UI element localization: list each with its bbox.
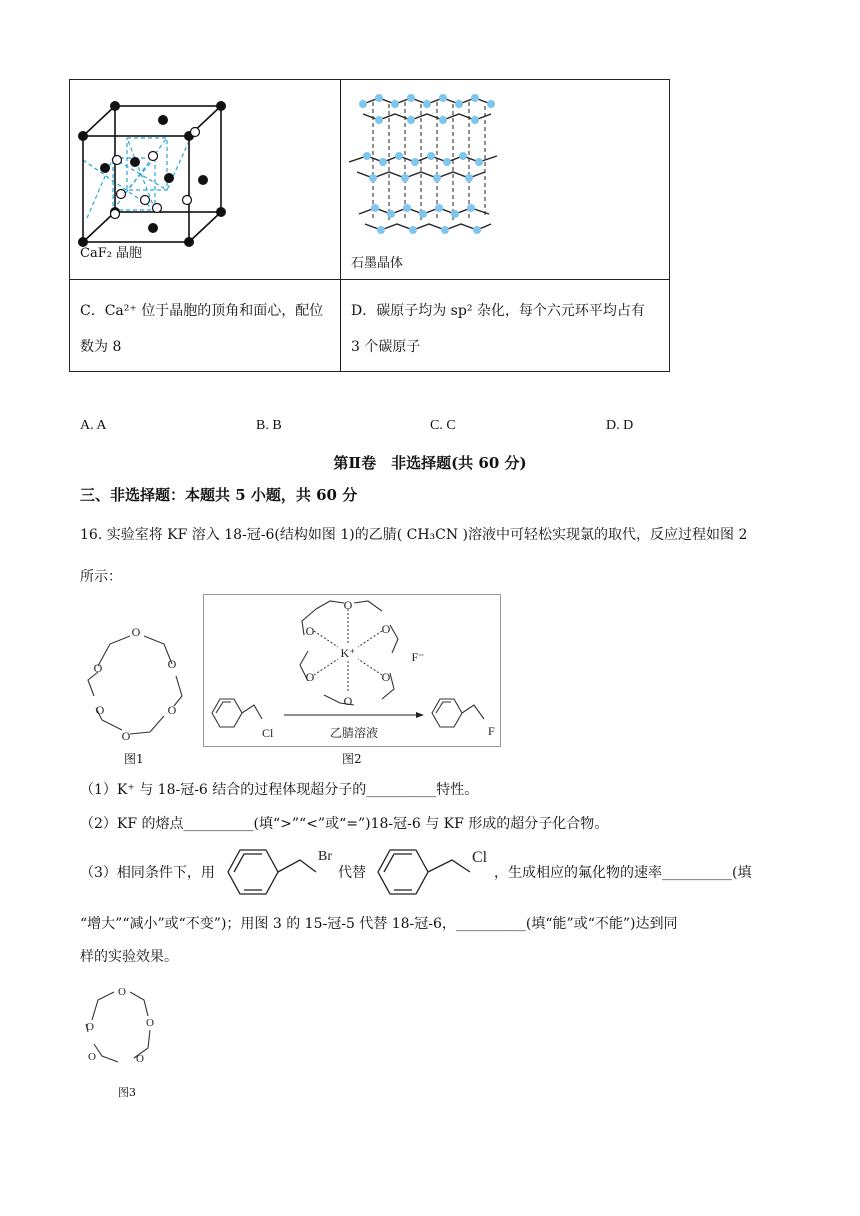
- o-atom: O: [305, 670, 315, 684]
- reaction-scheme: [204, 595, 500, 746]
- o-atom: O: [343, 694, 353, 708]
- q16-sub3-line3: 样的实验效果。: [80, 949, 178, 965]
- choice-b[interactable]: B. B: [256, 418, 282, 433]
- q16-sub1: （1）K⁺ 与 18-冠-6 结合的过程体现超分子的__________特性。: [80, 782, 479, 798]
- o-atom: O: [146, 1017, 154, 1029]
- o-atom: O: [381, 670, 391, 684]
- fig1-caption: 图1: [124, 752, 144, 766]
- o-atom: O: [136, 1053, 144, 1065]
- o-atom: O: [131, 625, 141, 639]
- q16-sub3-a: （3）相同条件下，用: [80, 865, 215, 881]
- benzyl-chloride-structure: [372, 836, 502, 900]
- section-2-title: 第Ⅱ卷 非选择题(共 60 分): [333, 454, 527, 472]
- o-atom: O: [86, 1021, 94, 1033]
- f-atom: F: [488, 724, 495, 738]
- o-atom: O: [381, 622, 391, 636]
- o-atom: O: [305, 624, 315, 638]
- options-table: [69, 79, 670, 372]
- cl-atom: Cl: [262, 726, 274, 740]
- fig3-caption: 图3: [118, 1086, 136, 1099]
- reaction-condition: 乙腈溶液: [329, 726, 379, 740]
- o-atom: O: [93, 661, 103, 675]
- o-atom: O: [118, 986, 126, 998]
- q16-sub2: （2）KF 的熔点__________(填“>”“<”或“=”)18-冠-6 与 KF 形成的超分子化合物。: [80, 816, 609, 832]
- br-atom: Br: [318, 849, 332, 864]
- f-ion: F⁻: [411, 650, 425, 664]
- o-atom: O: [121, 729, 131, 743]
- choice-a[interactable]: A. A: [80, 418, 107, 433]
- q16-line1: 16. 实验室将 KF 溶入 18-冠-6(结构如图 1)的乙腈( CH₃CN )溶液中可轻松实现氯的取代，反应过程如图 2: [80, 527, 748, 543]
- o-atom: O: [95, 703, 105, 717]
- choice-c[interactable]: C. C: [430, 418, 456, 433]
- option-c-line1: C．Ca²⁺ 位于晶胞的顶角和面心，配位: [80, 303, 324, 319]
- o-atom: O: [88, 1051, 96, 1063]
- cell-graphite: [341, 80, 670, 280]
- caf2-label: CaF₂ 晶胞: [80, 246, 143, 261]
- option-c-cell: [70, 280, 341, 372]
- o-atom: O: [167, 703, 177, 717]
- option-d-line2: 3 个碳原子: [351, 339, 421, 355]
- cl-atom: Cl: [472, 849, 488, 866]
- k-ion: K⁺: [340, 646, 356, 660]
- o-atom: O: [167, 657, 177, 671]
- crown-18-6-figure: [72, 616, 202, 746]
- q16-sub3-line2: “增大”“减小”或“不变”)；用图 3 的 15-冠-5 代替 18-冠-6，__________(填“能”或“不能”)达到同: [80, 916, 678, 932]
- option-c-line2: 数为 8: [80, 339, 122, 355]
- q16-sub3-c: ，生成相应的氟化物的速率__________(填: [494, 865, 752, 881]
- reaction-figure-box: [203, 594, 501, 747]
- fig2-caption: 图2: [342, 752, 362, 766]
- caf2-unit-cell-figure: [75, 98, 235, 258]
- option-d-cell: [341, 280, 670, 372]
- cell-caf2: [70, 80, 341, 280]
- benzyl-bromide-structure: [222, 838, 342, 900]
- q16-sub3-b: 代替: [338, 865, 366, 881]
- graphite-crystal-figure: [349, 90, 509, 240]
- o-atom: O: [343, 598, 353, 612]
- section-3-title: 三、非选择题：本题共 5 小题，共 60 分: [80, 486, 358, 504]
- graphite-label: 石墨晶体: [351, 256, 404, 271]
- crown-15-5-figure: [76, 982, 168, 1074]
- q16-line2: 所示：: [80, 569, 122, 585]
- choice-d[interactable]: D. D: [606, 418, 634, 433]
- option-d-line1: D．碳原子均为 sp² 杂化，每个六元环平均占有: [351, 303, 645, 319]
